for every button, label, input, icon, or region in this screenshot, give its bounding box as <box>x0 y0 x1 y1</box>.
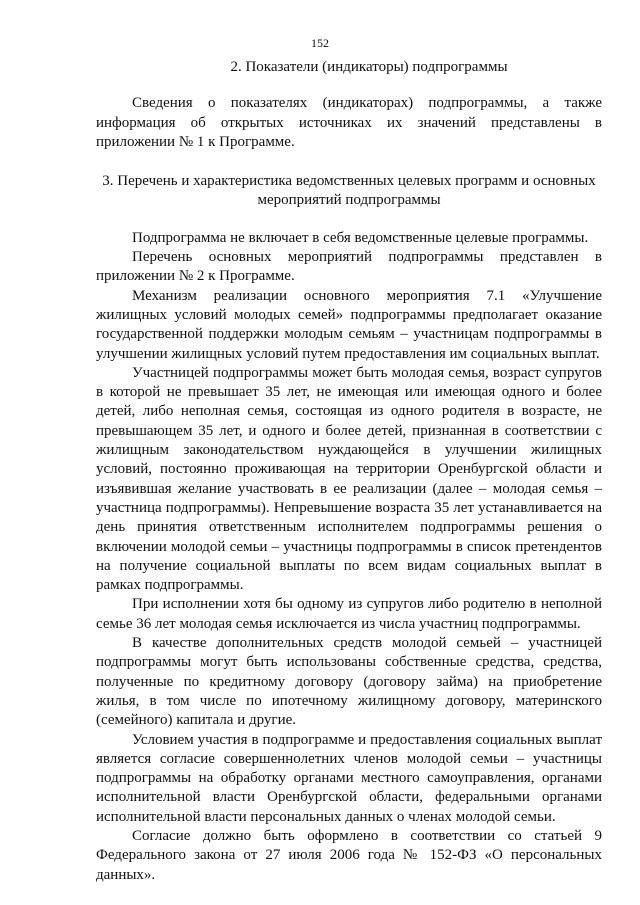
paragraph: Участницей подпрограммы может быть молодая семья, возраст супругов в которой не превышает 35 лет, не имеющая или имеющая одного и более детей, либо неполная семья, состоящая из одного родителя в возрасте, не превышающем 35 лет, и одного и более детей, признанная в соответствии с жилищным законодательством нуждающейся в улучшении жилищных условий, постоянно проживающая на территории Оренбургской области и изъявившая желание участвовать в ее реализации (далее – молодая семья – участница подпрограммы). Непревышение возраста 35 лет устанавливается на день принятия ответственным исполнителем подпрограммы решения о включении молодой семьи – участницы подпрограммы в список претендентов на получение социальной выплаты по всем видам социальных выплат в рамках подпрограммы. <box>96 364 602 594</box>
section-heading: 3. Перечень и характеристика ведомственных целевых программ и основных мероприятий подпрограммы <box>102 173 596 209</box>
section-programs-list <box>96 172 602 885</box>
paragraph: При исполнении хотя бы одному из супругов либо родителю в неполной семье 36 лет молодая семья исключается из числа участниц подпрограммы. <box>96 596 602 632</box>
paragraph: В качестве дополнительных средств молодой семьей – участницей подпрограммы могут быть использованы собственные средства, средства, полученные по кредитному договору (договору займа) на приобретение жилья, в том числе по ипотечному жилищному договору, материнского (семейного) капитала и другие. <box>96 635 602 729</box>
document-body <box>96 58 602 885</box>
paragraph: Перечень основных мероприятий подпрограммы представлен в приложении № 2 к Программе. <box>96 249 602 285</box>
paragraph: Механизм реализации основного мероприятия 7.1 «Улучшение жилищных условий молодых семей» подпрограммы предполагает оказание государственной поддержки молодым семьям – участницам подпрограммы в улучшении жилищных условий путем предоставления им социальных выплат. <box>96 287 602 362</box>
paragraph: Согласие должно быть оформлено в соответствии со статьей 9 Федерального закона от 27 июля 2006 года № 152-ФЗ «О персональных данных». <box>96 827 602 883</box>
paragraph: Подпрограмма не включает в себя ведомственные целевые программы. <box>132 229 589 246</box>
paragraph: Условием участия в подпрограмме и предоставления социальных выплат является согласие совершеннолетних членов молодой семьи – участницы подпрограммы на обработку органами местного самоуправления, органами исполнительной власти Оренбургской области, федеральными органами исполнительной власти персональных данных о членах молодой семьи. <box>96 731 602 825</box>
paragraph: Сведения о показателях (индикаторах) подпрограммы, а также информация об открытых источниках их значений представлены в приложении № 1 к Программе. <box>96 95 602 150</box>
section-heading: 2. Показатели (индикаторы) подпрограммы <box>230 59 508 75</box>
page-number: 152 <box>311 36 329 50</box>
section-indicators <box>96 58 602 152</box>
